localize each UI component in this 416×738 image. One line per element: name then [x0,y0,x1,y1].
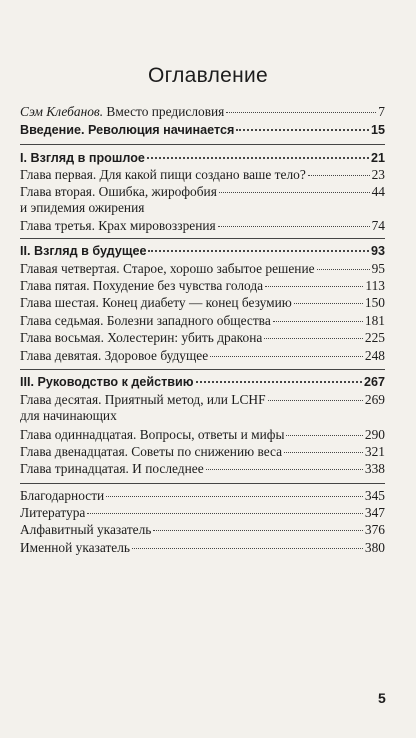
dot-leader [265,286,363,287]
dot-leader [226,112,376,113]
dot-leader [206,469,363,470]
toc-page-number: 150 [364,295,385,310]
toc-entry-title: II. Взгляд в будущее [20,244,147,258]
toc-entry-chapter-4 [20,261,385,277]
dot-leader [317,269,370,270]
dot-leader [268,400,363,401]
preface-title: Вместо предисловия [103,104,225,119]
toc-page-number: 44 [371,184,385,199]
toc-page-number: 15 [370,123,385,137]
section-divider [20,369,385,370]
dot-leader [236,129,369,131]
toc-entry-title: Алфавитный указатель [20,522,152,537]
dot-leader [106,496,363,497]
toc-entry-title-line-1: Глава десятая. Приятный метод, или LCHF [20,392,266,407]
toc-entry-title [20,104,224,120]
toc-page-number: 376 [364,522,385,537]
toc-entry-chapter-6 [20,295,385,311]
toc-page-number: 113 [365,278,385,293]
section-divider [20,483,385,484]
toc-section-part-3 [20,374,385,390]
dot-leader [284,452,363,453]
page-title: Оглавление [147,64,269,87]
toc-page-number: 225 [364,330,385,345]
toc-entry-chapter-5 [20,278,385,294]
toc-page-number: 21 [370,151,385,165]
toc-page-number: 338 [364,461,385,476]
toc-entry-chapter-12 [20,444,385,460]
dot-leader [294,303,363,304]
dot-leader [273,321,363,322]
dot-leader [210,356,363,357]
toc-entry-title-line-2: и эпидемия ожирения [20,200,145,215]
dot-leader [286,435,362,436]
dot-leader [87,513,363,514]
toc-section-part-2 [20,243,385,259]
toc-entry-chapter-2 [20,184,385,216]
section-divider [20,238,385,239]
toc-page-number: 23 [371,167,385,182]
toc-page-number: 269 [364,392,385,407]
toc-page-number: 248 [364,348,385,363]
toc-entry-chapter-9 [20,348,385,364]
toc-entry-title [20,392,266,424]
toc-entry-title: Глава третья. Крах мировоззрения [20,218,216,233]
toc-page-number: 74 [371,218,385,233]
dot-leader [218,226,370,227]
toc-entry-title-line-2: для начинающих [20,408,117,423]
toc-entry-title: Литература [20,505,86,520]
dot-leader [132,548,363,549]
toc-page-number: 267 [363,375,385,389]
toc-page-number: 321 [364,444,385,459]
toc-entry-title: Глава пятая. Похудение без чувства голода [20,278,264,293]
toc-entry-chapter-10 [20,392,385,424]
toc-entry-title: III. Руководство к действию [20,375,194,389]
toc-entry-preface [20,104,385,120]
toc-page-number: 7 [378,104,385,119]
toc-entry-title: Благодарности [20,488,105,503]
toc-entry-title: Глава одиннадцатая. Вопросы, ответы и мифы [20,427,285,442]
dot-leader [264,338,363,339]
toc-page-number: 290 [364,427,385,442]
toc-entry-chapter-8 [20,330,385,346]
toc-entry-title: Глава восьмая. Холестерин: убить дракона [20,330,263,345]
toc-entry-chapter-13 [20,461,385,477]
toc-entry-title: Глава шестая. Конец диабету — конец безумию [20,295,292,310]
toc-page-number: 380 [364,540,385,555]
toc-entry-title: Введение. Революция начинается [20,123,235,137]
toc-entry-title [20,184,217,216]
page-number: 5 [378,690,386,706]
toc-page-number: 181 [364,313,385,328]
toc-entry-chapter-1 [20,167,385,183]
dot-leader [153,530,363,531]
dot-leader [308,175,370,176]
toc-entry-name-index [20,540,385,556]
toc-entry-introduction [20,122,385,138]
toc-entry-title: Глава первая. Для какой пищи создано ваше тело? [20,167,306,182]
toc-entry-acknowledgements [20,488,385,504]
preface-author: Сэм Клебанов. [20,104,104,119]
toc-entry-title: Глава седьмая. Болезни западного общества [20,313,271,328]
toc-entry-title: Главая четвертая. Старое, хорошо забытое решение [20,261,315,276]
toc-page-number: 345 [364,488,385,503]
toc-page-number: 93 [370,244,385,258]
toc-page-number: 347 [364,505,385,520]
toc-entry-chapter-3 [20,218,385,234]
toc-section-part-1 [20,150,385,166]
dot-leader [219,192,370,193]
toc-page-number: 95 [371,261,385,276]
toc-entry-title: Глава тринадцатая. И последнее [20,461,204,476]
toc-entry-title: Глава двенадцатая. Советы по снижению веса [20,444,283,459]
toc-entry-literature [20,505,385,521]
toc-entry-title: Глава девятая. Здоровое будущее [20,348,209,363]
toc-entry-subject-index [20,522,385,538]
toc-entry-title: Именной указатель [20,540,131,555]
dot-leader [196,381,362,383]
section-divider [20,144,385,145]
toc-entry-chapter-7 [20,313,385,329]
dot-leader [147,157,369,159]
toc-entry-title: I. Взгляд в прошлое [20,151,145,165]
toc-entry-title-line-1: Глава вторая. Ошибка, жирофобия [20,184,217,199]
toc-entry-chapter-11 [20,427,385,443]
dot-leader [148,250,369,252]
